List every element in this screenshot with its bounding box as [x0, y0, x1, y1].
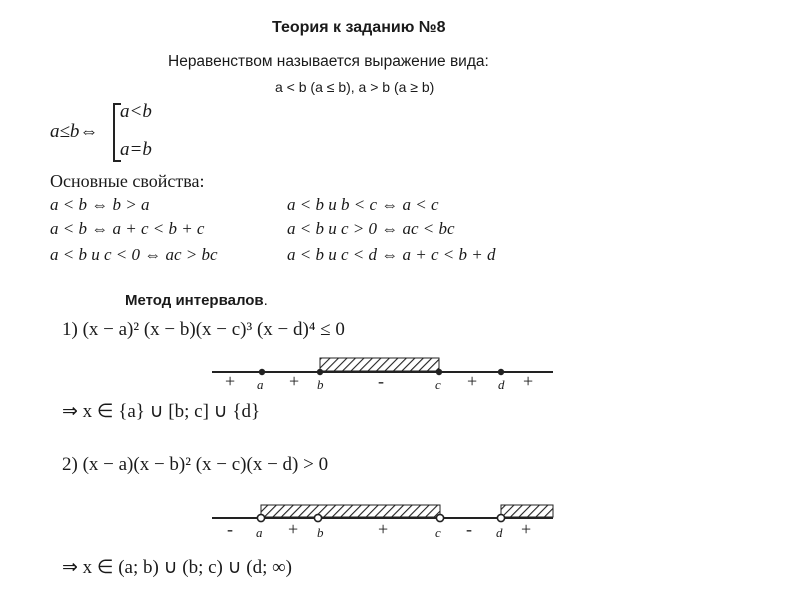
label-d: d — [498, 377, 505, 392]
example1-answer: ⇒ x ∈ {a} ∪ [b; c] ∪ {d} — [62, 401, 261, 422]
shaded-interval-ac — [261, 505, 440, 517]
label-b: b — [317, 377, 324, 392]
equivalence-left: a≤b⇔ — [50, 121, 99, 142]
open-point-d — [497, 514, 504, 521]
open-point-a — [257, 514, 264, 521]
property-left-1: a < b ⇔ b > a — [50, 195, 150, 214]
open-point-b — [314, 514, 321, 521]
sign2-4: - — [466, 519, 472, 539]
page-title: Теория к заданию №8 — [272, 19, 446, 36]
property-right-1: a < b и b < c ⇔ a < c — [287, 195, 439, 214]
example2-answer: ⇒ x ∈ (a; b) ∪ (b; c) ∪ (d; ∞) — [62, 557, 292, 578]
label2-a: a — [256, 525, 263, 540]
property-left-2: a < b ⇔ a + c < b + c — [50, 219, 205, 238]
label2-c: c — [435, 525, 441, 540]
definition-forms: a < b (a ≤ b), a > b (a ≥ b) — [275, 79, 435, 95]
sign2-1: - — [227, 519, 233, 539]
sign2-2: + — [288, 519, 299, 539]
properties-heading: Основные свойства: — [50, 171, 205, 191]
property-right-3: a < b и c < d ⇔ a + c < b + d — [287, 245, 496, 264]
example2-formula: 2) (x − a)(x − b)² (x − c)(x − d) > 0 — [62, 454, 329, 475]
label-a: a — [257, 377, 264, 392]
sign-4: + — [467, 371, 478, 391]
sign-2: + — [289, 371, 300, 391]
case-equal: a=b — [120, 139, 152, 160]
sign2-3: + — [378, 519, 389, 539]
label2-d: d — [496, 525, 503, 540]
property-left-3: a < b и c < 0 ⇔ ac > bc — [50, 245, 218, 264]
sign-1: + — [225, 371, 236, 391]
label-c: c — [435, 377, 441, 392]
label2-b: b — [317, 525, 324, 540]
method-heading: Метод интервалов. — [125, 292, 268, 309]
definition-text: Неравенством называется выражение вида: — [168, 53, 489, 70]
example1-formula: 1) (x − a)² (x − b)(x − c)³ (x − d)⁴ ≤ 0 — [62, 319, 345, 340]
shaded-interval-d-inf — [501, 505, 553, 517]
sign-5: + — [523, 371, 534, 391]
open-point-c — [436, 514, 443, 521]
case-less: a<b — [120, 101, 152, 122]
property-right-2: a < b и c > 0 ⇔ ac < bc — [287, 219, 455, 238]
sign-3: - — [378, 371, 384, 391]
sign2-5: + — [521, 519, 532, 539]
